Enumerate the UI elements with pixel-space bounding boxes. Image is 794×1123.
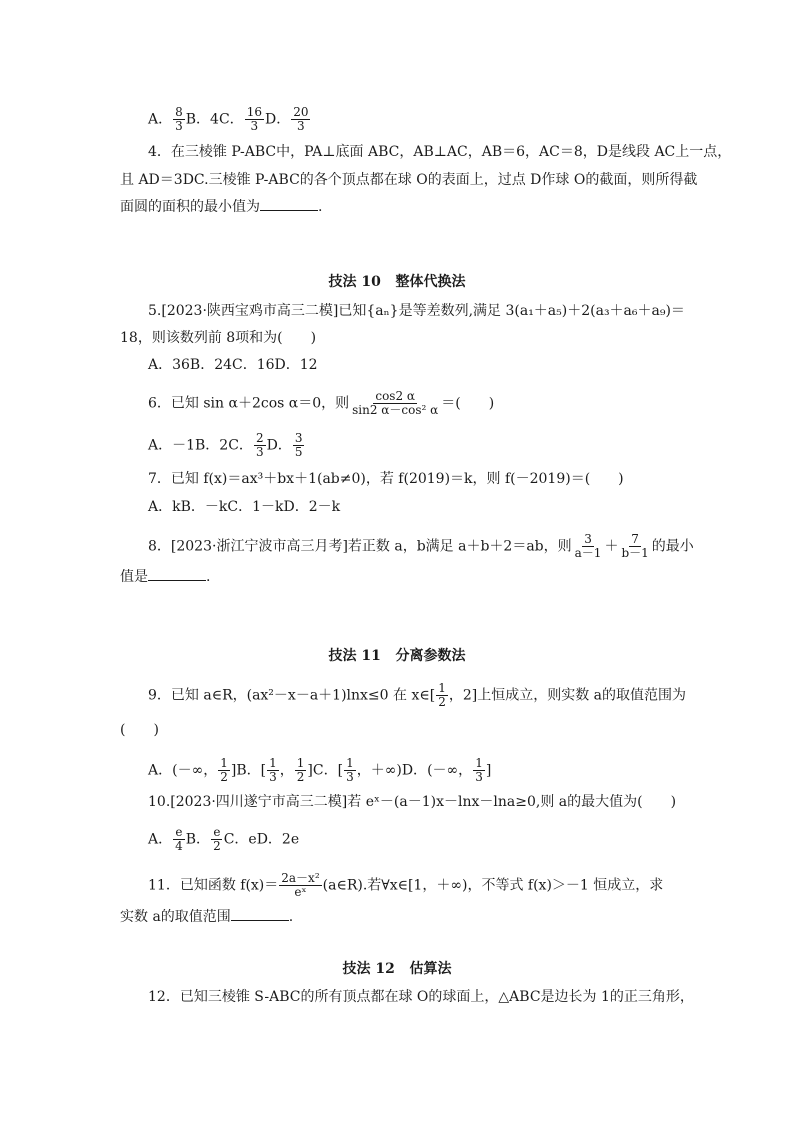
fraction: $\frac{3}{a-1}$	[574, 532, 602, 560]
fraction: $\frac{1}{2}$	[220, 756, 228, 784]
problem-7-options: A．kB．－kC．1－kD．2－k	[148, 499, 341, 515]
fraction: $\frac{2}{3}$	[255, 431, 264, 459]
section-heading-12: 技法 12 估算法	[342, 961, 452, 977]
problem-11-stem: 11．已知函数 f(x)＝ $\frac{\text{2a－x²}}{\text{eˣ}}$ (a∈R).若∀x∈[1，＋∞)，不等式 f(x)＞－1 恒成立，求	[148, 871, 664, 899]
problem-4-line-1: 4．在三棱锥 P-ABC中，PA⊥底面 ABC，AB⊥AC，AB＝6，AC＝8，D是线段 AC上一点，	[148, 144, 732, 160]
problem-3-options: A． $\frac{8}{3}$ B．4C． $\frac{16}{3}$ D． $\frac{20}{3}$	[148, 105, 309, 133]
answer-blank	[231, 908, 289, 921]
problem-6-stem: 6．已知 sin α＋2cos α＝0，则 $\frac{\cos 2 \alpha}{\text{sin2 α－cos² α}}$ ＝( )	[148, 389, 495, 417]
fraction: $\frac{20}{3}$	[293, 105, 309, 133]
fraction: $\frac{7}{b-1}$	[621, 532, 649, 560]
problem-4-line-2: 且 AD＝3DC.三棱锥 P-ABC的各个顶点都在球 O的表面上，过点 D作球 O的截面，则所得截	[120, 172, 698, 188]
problem-8-line-2: 值是 .	[120, 569, 211, 585]
fraction: $\frac{16}{3}$	[246, 105, 262, 133]
fraction: $\frac{e}{4}$	[175, 825, 183, 853]
problem-10-stem: 10.[2023·四川遂宁市高三二模]若 eˣ－(a－1)x－lnx－lna≥0,则 a的最大值为( )	[148, 794, 677, 810]
fraction: $\frac{e}{2}$	[213, 825, 221, 853]
fraction: $\frac{\text{2a－x²}}{\text{eˣ}}$	[281, 871, 320, 899]
problem-7-stem: 7．已知 f(x)＝ax³＋bx＋1(ab≠0)，若 f(2019)＝k，则 f(－2019)＝( )	[148, 471, 624, 487]
problem-9-stem: 9．已知 a∈R，(ax²－x－a＋1)lnx≤0 在 x∈[ $\frac{1}{2}$ ，2]上恒成立，则实数 a的取值范围为	[148, 681, 687, 709]
fraction: $\frac{1}{3}$	[475, 756, 483, 784]
fraction: $\frac{1}{3}$	[269, 756, 277, 784]
problem-9-line-2: ( )	[120, 722, 159, 738]
problem-5-line-2: 18，则该数列前 8项和为( )	[120, 330, 317, 346]
fraction: $\frac{1}{3}$	[346, 756, 354, 784]
fraction: $\frac{8}{3}$	[175, 105, 183, 133]
fraction: $\frac{\cos 2 \alpha}{\text{sin2 α－cos² α}}$	[352, 389, 439, 417]
problem-5-options: A．36B．24C．16D．12	[148, 357, 318, 373]
problem-5-line-1: 5.[2023·陕西宝鸡市高三二模]已知{aₙ}是等差数列,满足 3(a₁＋a₅)＋2(a₃＋a₆＋a₉)＝	[148, 303, 685, 319]
answer-blank	[148, 568, 206, 581]
fraction: $\frac{1}{2}$	[438, 681, 446, 709]
problem-11-line-2: 实数 a的取值范围 .	[120, 909, 294, 925]
problem-6-options: A．－1B．2C． $\frac{2}{3}$ D． $\frac{3}{5}$	[148, 431, 303, 459]
fraction: $\frac{3}{5}$	[294, 431, 303, 459]
fraction: $\frac{1}{2}$	[296, 756, 305, 784]
problem-4-line-3: 面圆的面积的最小值为 .	[120, 199, 323, 215]
problem-10-options: A． $\frac{e}{4}$ B． $\frac{e}{2}$ C．eD．2e	[148, 825, 300, 853]
problem-8-stem: 8．[2023·浙江宁波市高三月考]若正数 a，b满足 a＋b＋2＝ab，则 $\frac{3}{a-1}$ ＋ $\frac{7}{b-1}$ 的最小	[148, 532, 694, 560]
problem-9-options: A．(－∞， $\frac{1}{2}$ ]B．[ $\frac{1}{3}$ ， $\frac{1}{2}$ ]C．[ $\frac{1}{3}$ ，＋∞)D．(－∞， $\frac{1}{3}$ ]	[148, 756, 492, 784]
answer-blank	[260, 198, 318, 211]
section-heading-10: 技法 10 整体代换法	[328, 274, 466, 290]
problem-12-stem: 12．已知三棱锥 S-ABC的所有顶点都在球 O的球面上，△ABC是边长为 1的正三角形，	[148, 989, 694, 1005]
section-heading-11: 技法 11 分离参数法	[328, 648, 466, 664]
